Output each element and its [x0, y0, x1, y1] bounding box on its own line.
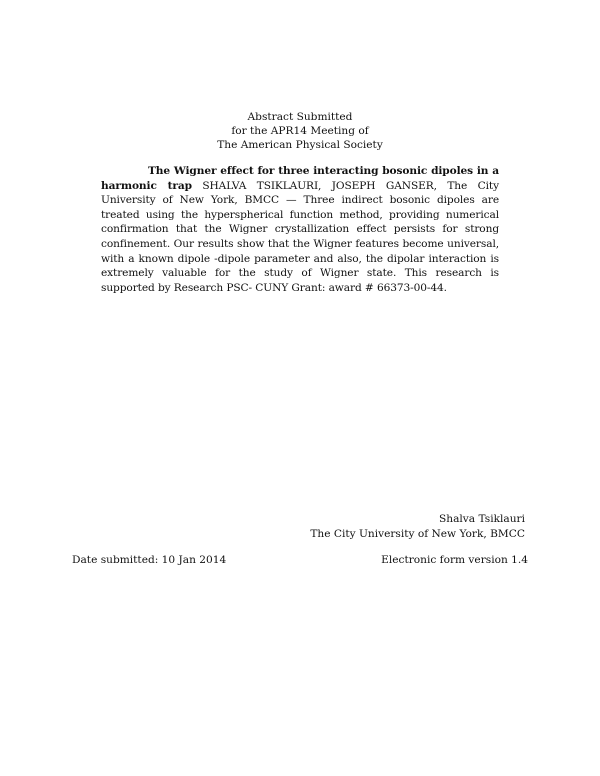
abstract-body: Three indirect bosonic dipoles are treated using the hyperspherical function method, providing numerical confirmation that the Wigner crystallization effect persists for strong confinement. Our results show that the Wigner features become universal, with a known dipole -dipole parameter and also, the dipolar interaction is extremely valuable for the study of Wigner state. This research is supported by Research PSC- CUNY Grant: award # 66373-00-44. [101, 194, 499, 294]
signature-name: Shalva Tsiklauri [439, 513, 525, 525]
submission-header [0, 110, 600, 152]
header-line-society: The American Physical Society [217, 139, 383, 151]
form-version: Electronic form version 1.4 [381, 554, 528, 566]
abstract-authors: SHALVA TSIKLAURI, JOSEPH GANSER, The City University of New York, BMCC [101, 179, 499, 207]
abstract-title: The Wigner effect for three interacting bosonic dipoles in a harmonic trap [101, 165, 499, 192]
abstract-paragraph [101, 164, 499, 295]
signature-block [310, 512, 525, 542]
abstract-separator: — [286, 194, 297, 207]
signature-affiliation: The City University of New York, BMCC [310, 528, 525, 540]
header-line-meeting: for the APR14 Meeting of [231, 125, 369, 137]
header-line-abstract-submitted: Abstract Submitted [247, 111, 353, 123]
date-submitted: Date submitted: 10 Jan 2014 [72, 554, 227, 566]
